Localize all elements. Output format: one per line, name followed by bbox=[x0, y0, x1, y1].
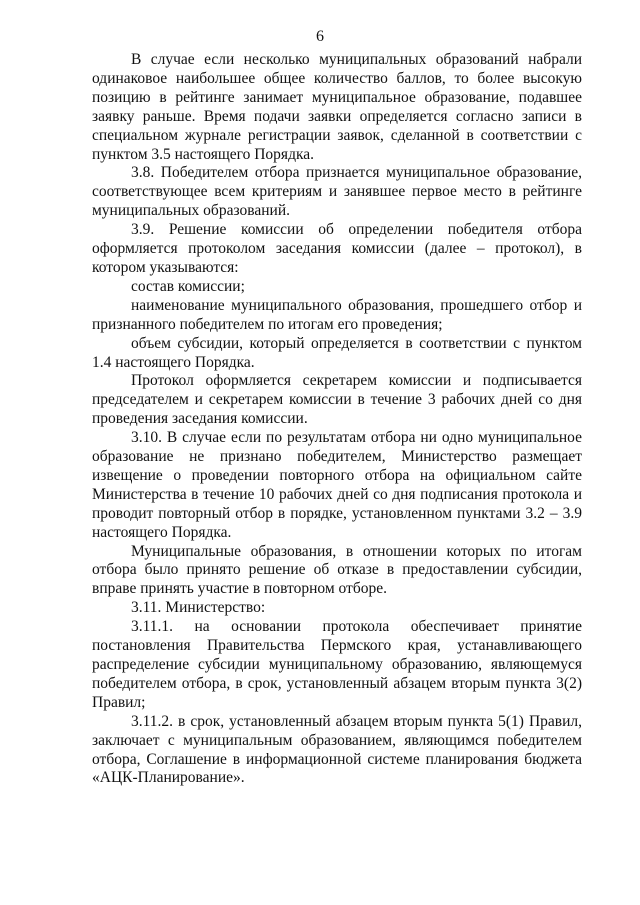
paragraph-subsidy-volume: объем субсидии, который определяется в соответствии с пунктом 1.4 настоящего Порядка. bbox=[92, 334, 582, 371]
document-body bbox=[92, 51, 582, 788]
paragraph-3-11-2: 3.11.2. в срок, установленный абзацем вторым пункта 5(1) Правил, заключает с муниципальным образованием, являющимся победителем отбора, Соглашение в информационной системе планирования бюджета «АЦК-Планирование». bbox=[92, 712, 582, 787]
paragraph-3-10: 3.10. В случае если по результатам отбора ни одно муниципальное образование не признано победителем, Министерство размещает извещение о проведении повторного отбора на официальном сайте Министерства в течение 10 рабочих дней со дня подписания протокола и проводит повторный отбор в порядке, установленном пунктами 3.2 – 3.9 настоящего Порядка. bbox=[92, 429, 582, 541]
paragraph-commission-composition: состав комиссии; bbox=[131, 277, 245, 295]
paragraph-3-9: 3.9. Решение комиссии об определении победителя отбора оформляется протоколом заседания комиссии (далее – протокол), в котором указываются: bbox=[92, 221, 582, 276]
paragraph-3-8: 3.8. Победителем отбора признается муниципальное образование, соответствующее всем критериям и занявшее первое место в рейтинге муниципальных образований. bbox=[92, 164, 582, 220]
paragraph-municipality-name: наименование муниципального образования, прошедшего отбор и признанного победителем по итогам его проведения; bbox=[92, 296, 582, 333]
paragraph-repeat-selection: Муниципальные образования, в отношении которых по итогам отбора было принято решение об отказе в предоставлении субсидии, вправе принять участие в повторном отборе. bbox=[92, 542, 582, 598]
paragraph-protocol-signing: Протокол оформляется секретарем комиссии и подписывается председателем и секретарем комиссии в течение 3 рабочих дней со дня проведения заседания комиссии. bbox=[92, 372, 582, 428]
paragraph-ranking-tie: В случае если несколько муниципальных образований набрали одинаковое наибольшее общее количество баллов, то более высокую позицию в рейтинге занимает муниципальное образование, подавшее заявку раньше. Время подачи заявки определяется согласно записи в специальном журнале регистрации заявок, сделанной в соответствии с пунктом 3.5 настоящего Порядка. bbox=[92, 51, 582, 163]
paragraph-3-11: 3.11. Министерство: bbox=[131, 599, 266, 617]
paragraph-3-11-1: 3.11.1. на основании протокола обеспечивает принятие постановления Правительства Пермского края, устанавливающего распределение субсидии муниципальному образованию, являющемуся победителем отбора, в срок, установленный абзацем вторым пункта 3(2) Правил; bbox=[92, 618, 582, 711]
page-number: 6 bbox=[316, 28, 324, 45]
